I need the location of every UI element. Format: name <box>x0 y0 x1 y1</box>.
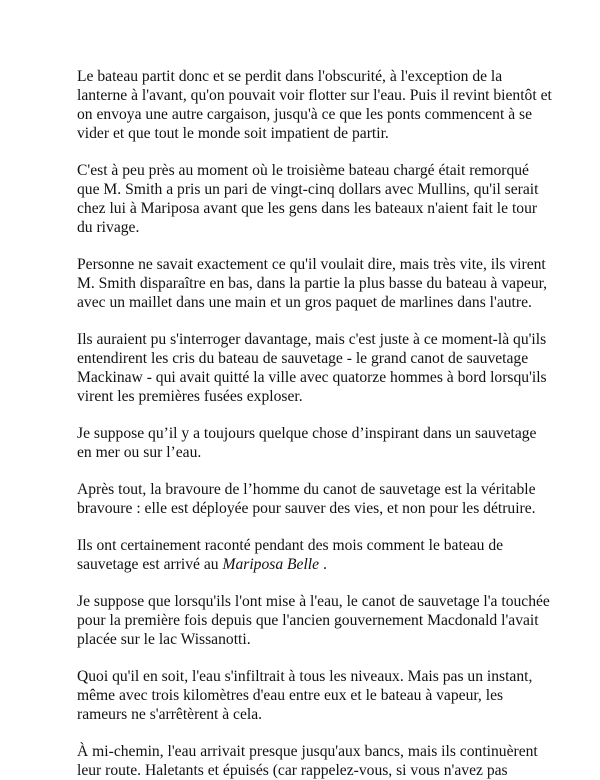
text-line: chez lui à Mariposa avant que les gens dans les bateaux n'aient fait le tour <box>77 200 538 217</box>
text-line <box>77 555 537 574</box>
text-line: leur route. Haletants et épuisés (car rappelez-vous, si vous n'avez pas <box>77 762 508 779</box>
text-line: C'est à peu près au moment où le troisième bateau chargé était remorqué <box>77 162 529 179</box>
text-line: en mer ou sur l’eau. <box>77 444 202 461</box>
paragraph <box>77 592 550 649</box>
paragraph <box>77 742 537 780</box>
paragraph <box>77 424 537 462</box>
paragraph <box>77 330 547 406</box>
text-line: Le bateau partit donc et se perdit dans l'obscurité, à l'exception de la <box>77 68 503 85</box>
text-line: Je suppose qu’il y a toujours quelque chose d’inspirant dans un sauvetage <box>77 425 537 442</box>
text-line: Quoi qu'il en soit, l'eau s'infiltrait à tous les niveaux. Mais pas un instant, <box>77 668 533 685</box>
text-line: vider et que tout le monde soit impatient de partir. <box>77 125 389 142</box>
paragraph <box>77 667 537 724</box>
text-line: Après tout, la bravoure de l’homme du canot de sauvetage est la véritable <box>77 481 536 498</box>
paragraph <box>77 480 537 518</box>
text-line: Ils auraient pu s'interroger davantage, mais c'est juste à ce moment-là qu'ils <box>77 331 547 348</box>
text-line: Personne ne savait exactement ce qu'il voulait dire, mais très vite, ils virent <box>77 256 546 273</box>
text-line: Ils ont certainement raconté pendant des mois comment le bateau de <box>77 537 504 554</box>
text-line: avec un maillet dans une main et un gros paquet de marlines dans l'autre. <box>77 294 532 311</box>
text-line: rameurs ne s'arrêtèrent à cela. <box>77 706 263 723</box>
boat-name-italic: Mariposa Belle <box>222 556 320 573</box>
text-line: Mackinaw - qui avait quitté la ville avec quatorze hommes à bord lorsqu'ils <box>77 369 547 386</box>
paragraph <box>77 161 537 237</box>
text-line: virent les premières fusées exploser. <box>77 388 303 405</box>
paragraph <box>77 255 548 312</box>
paragraph <box>77 67 552 143</box>
text-line: Je suppose que lorsqu'ils l'ont mise à l'eau, le canot de sauvetage l'a touchée <box>77 593 550 610</box>
text-line: placée sur le lac Wissanotti. <box>77 631 251 648</box>
text-run: sauvetage est arrivé au <box>77 556 223 573</box>
text-line: M. Smith disparaître en bas, dans la partie la plus basse du bateau à vapeur, <box>77 275 548 292</box>
text-run: . <box>319 556 327 573</box>
text-line: même avec trois kilomètres d'eau entre eux et le bateau à vapeur, les <box>77 687 504 704</box>
paragraph <box>77 536 537 574</box>
text-line: du rivage. <box>77 219 140 236</box>
text-line: lanterne à l'avant, qu'on pouvait voir flotter sur l'eau. Puis il revint bientôt et <box>77 87 552 104</box>
text-line: entendirent les cris du bateau de sauvetage - le grand canot de sauvetage <box>77 350 529 367</box>
text-line: pour la première fois depuis que l'ancien gouvernement Macdonald l'avait <box>77 612 539 629</box>
text-line: on envoya une autre cargaison, jusqu'à ce que les ponts commencent à se <box>77 106 533 123</box>
text-line: que M. Smith a pris un pari de vingt-cinq dollars avec Mullins, qu'il serait <box>77 181 539 198</box>
document-page <box>77 67 552 780</box>
text-line: À mi-chemin, l'eau arrivait presque jusqu'aux bancs, mais ils continuèrent <box>77 743 538 760</box>
text-line: bravoure : elle est déployée pour sauver des vies, et non pour les détruire. <box>77 500 536 517</box>
